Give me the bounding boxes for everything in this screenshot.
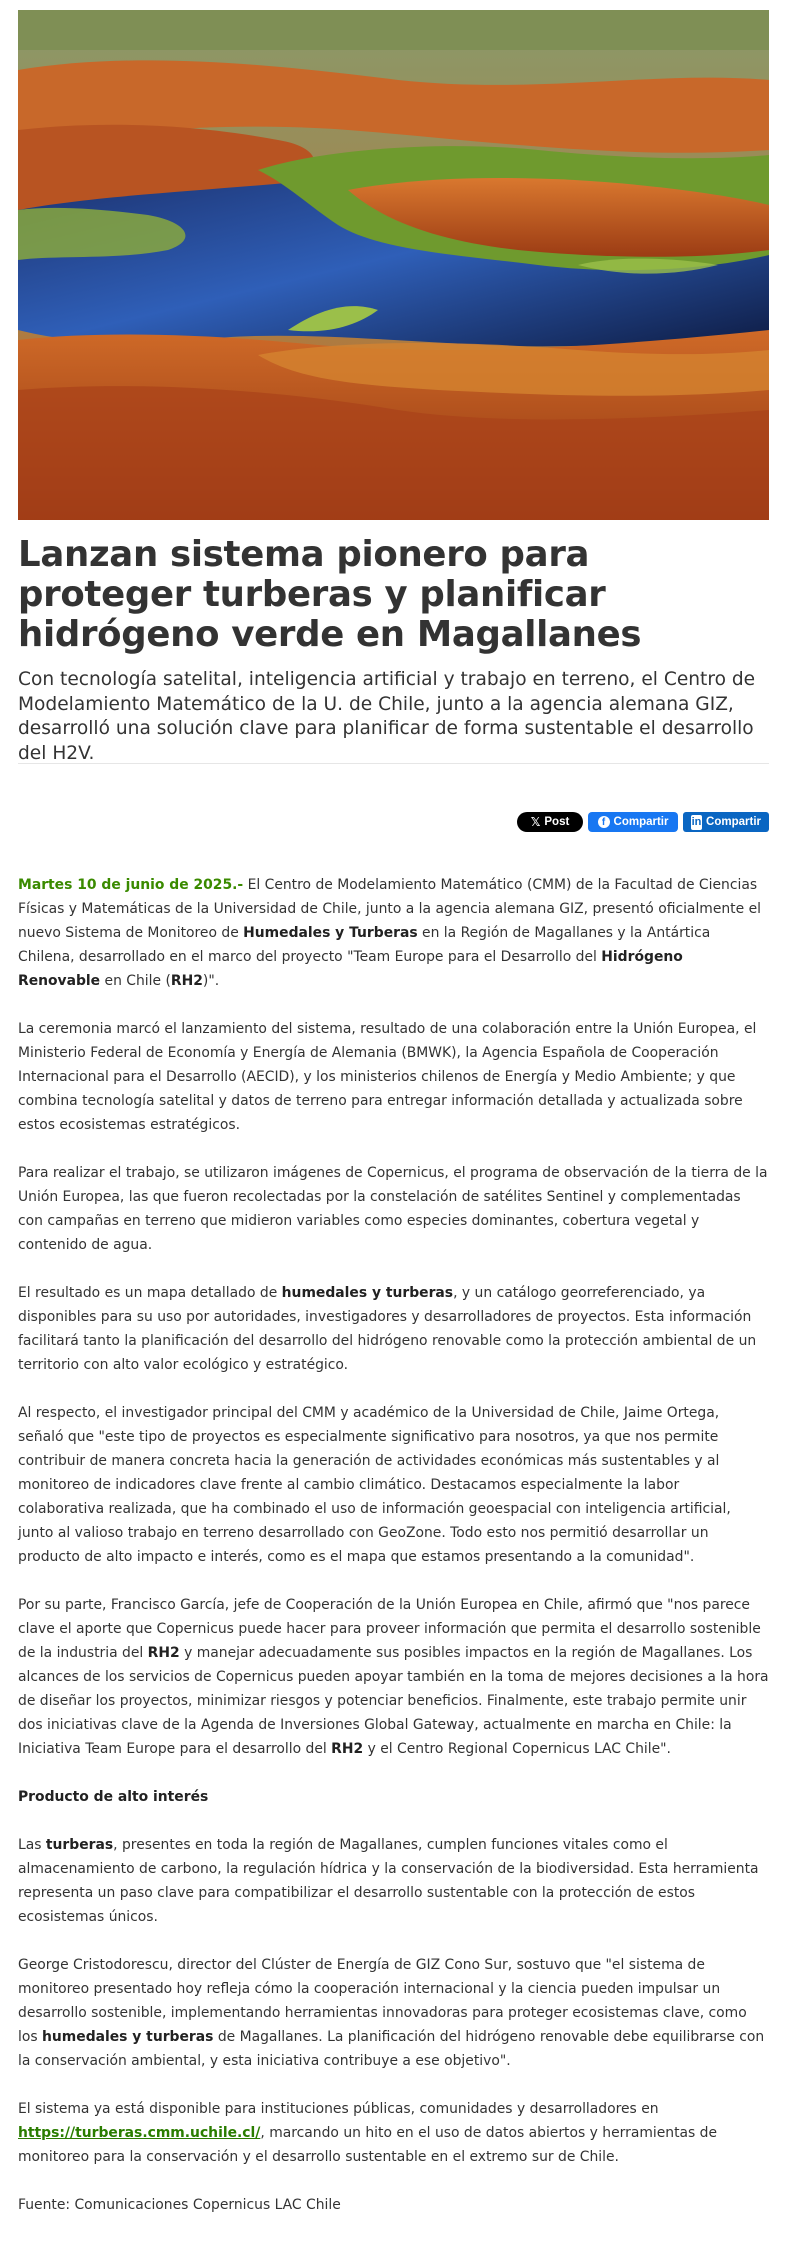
- paragraph-4: [18, 1281, 769, 1377]
- text-span: en Chile (: [100, 973, 171, 989]
- text-span: de Magallanes. La planificación del hidrógeno renovable debe equilibrarse con la conservación ambiental, y esta iniciativa contribuye a ese objetivo".: [18, 2029, 765, 2069]
- text-span: en la Región de Magallanes y la Antártica Chilena, desarrollado en el marco del proyecto "Team Europe para el Desarrollo del: [18, 925, 711, 965]
- text-span: y el Centro Regional Copernicus LAC Chile".: [363, 1741, 671, 1757]
- article-lead: Con tecnología satelital, inteligencia artificial y trabajo en terreno, el Centro de Modelamiento Matemático de la U. de Chile, junto a la agencia alemana GIZ, desarrolló una solución clave para planificar de forma sustentable el desarrollo del H2V.: [18, 669, 756, 764]
- source-credit: Fuente: Comunicaciones Copernicus LAC Chile: [18, 2197, 341, 2213]
- text-span: Las: [18, 1837, 46, 1853]
- paragraph-8: [18, 1953, 769, 2073]
- share-linkedin-label: Compartir: [706, 816, 761, 828]
- bold-span: RH2: [331, 1741, 364, 1757]
- x-logo-icon: 𝕏: [530, 815, 541, 829]
- paragraph-7: [18, 1833, 769, 1929]
- linkedin-icon: in: [691, 815, 702, 828]
- bold-span: Humedales y Turberas: [243, 925, 418, 941]
- text-span: Por su parte, Francisco García, jefe de Cooperación de la Unión Europea en Chile, afirmó que "nos parece clave el aporte que Copernicus puede hacer para proveer información que permita el desarrollo sostenible de la industria del: [18, 1597, 761, 1661]
- share-facebook-label: Compartir: [613, 816, 669, 828]
- text-span: El sistema ya está disponible para instituciones públicas, comunidades y desarrolladores en: [18, 2101, 659, 2117]
- share-x-label: Post: [544, 816, 570, 828]
- bold-span: RH2: [147, 1645, 180, 1661]
- hero-image: [18, 10, 769, 520]
- share-x-button[interactable]: [517, 812, 583, 832]
- paragraph-6: [18, 1593, 769, 1761]
- divider: [18, 763, 769, 764]
- article-date: Martes 10 de junio de 2025.-: [18, 877, 244, 893]
- peatland-photo-icon: [18, 10, 769, 520]
- turberas-link[interactable]: https://turberas.cmm.uchile.cl/: [18, 2125, 261, 2141]
- page-title: Lanzan sistema pionero para proteger turberas y planificar hidrógeno verde en Magallanes: [18, 534, 642, 655]
- bold-span: turberas: [45, 1837, 114, 1853]
- bold-span: RH2: [170, 973, 203, 989]
- bold-span: humedales y turberas: [281, 1285, 454, 1301]
- text-span: El resultado es un mapa detallado de: [18, 1285, 282, 1301]
- text-span: , y un catálogo georreferenciado, ya disponibles para su uso por autoridades, investigadores y desarrolladores de proyectos. Esta información facilitará tanto la planificación del desarrollo del hidrógeno renovable como la protección ambiental de un territorio con alto valor ecológico y estratégico.: [18, 1285, 757, 1373]
- text-span: , presentes en toda la región de Magallanes, cumplen funciones vitales como el almacenamiento de carbono, la regulación hídrica y la conservación de la biodiversidad. Esta herramienta representa un paso clave para compatibilizar el desarrollo sustentable con la protección de estos ecosistemas únicos.: [18, 1837, 759, 1925]
- article-body: [18, 873, 769, 2241]
- bold-span: Hidrógeno Renovable: [18, 949, 683, 989]
- text-span: George Cristodorescu, director del Clúster de Energía de GIZ Cono Sur, sostuvo que "el sistema de monitoreo presentado hoy refleja cómo la cooperación internacional y la ciencia pueden impulsar un desarrollo sostenible, implementando herramientas innovadoras para proteger ecosistemas clave, como los: [18, 1957, 747, 2045]
- share-facebook-button[interactable]: [588, 812, 678, 832]
- paragraph-1: [18, 873, 769, 993]
- bold-span: humedales y turberas: [42, 2029, 214, 2045]
- text-span: )".: [202, 973, 220, 989]
- paragraph-2: La ceremonia marcó el lanzamiento del sistema, resultado de una colaboración entre la Unión Europea, el Ministerio Federal de Economía y Energía de Alemania (BMWK), la Agencia Española de Cooperación Internacional para el Desarrollo (AECID), y los ministerios chilenos de Energía y Medio Ambiente; y que combina tecnología satelital y datos de terreno para entregar información detallada y actualizada sobre estos ecosistemas estratégicos.: [18, 1021, 757, 1133]
- paragraph-3: Para realizar el trabajo, se utilizaron imágenes de Copernicus, el programa de observación de la tierra de la Unión Europea, las que fueron recolectadas por la constelación de satélites Sentinel y complementadas con campañas en terreno que midieron variables como especies dominantes, cobertura vegetal y contenido de agua.: [18, 1165, 768, 1253]
- facebook-icon: f: [598, 816, 610, 828]
- text-span: , marcando un hito en el uso de datos abiertos y herramientas de monitoreo para la conservación y el desarrollo sustentable en el extremo sur de Chile.: [18, 2125, 718, 2165]
- paragraph-9: [18, 2097, 769, 2169]
- text-span: y manejar adecuadamente sus posibles impactos en la región de Magallanes. Los alcances de los servicios de Copernicus pueden apoyar también en la toma de mejores decisiones a la hora de diseñar los proyectos, minimizar riesgos y potenciar beneficios. Finalmente, este trabajo permite unir dos iniciativas clave de la Agenda de Inversiones Global Gateway, actualmente en marcha en Chile: la Iniciativa Team Europe para el desarrollo del: [18, 1645, 769, 1757]
- paragraph-5: Al respecto, el investigador principal del CMM y académico de la Universidad de Chile, Jaime Ortega, señaló que "este tipo de proyectos es especialmente significativo para nosotros, ya que nos permite contribuir de manera concreta hacia la generación de actividades económicas más sustentables y al monitoreo de indicadores clave frente al cambio climático. Destacamos especialmente la labor colaborativa realizada, que ha combinado el uso de información geoespacial con inteligencia artificial, junto al valioso trabajo en terreno desarrollado con GeoZone. Todo esto nos permitió desarrollar un producto de alto impacto e interés, como es el mapa que estamos presentando a la comunidad".: [18, 1405, 731, 1565]
- text-span: El Centro de Modelamiento Matemático (CMM) de la Facultad de Ciencias Físicas y Matemáticas de la Universidad de Chile, junto a la agencia alemana GIZ, presentó oficialmente el nuevo Sistema de Monitoreo de: [18, 877, 761, 941]
- share-linkedin-button[interactable]: [683, 812, 769, 832]
- section-subheading: Producto de alto interés: [18, 1789, 209, 1805]
- share-bar: [517, 812, 769, 832]
